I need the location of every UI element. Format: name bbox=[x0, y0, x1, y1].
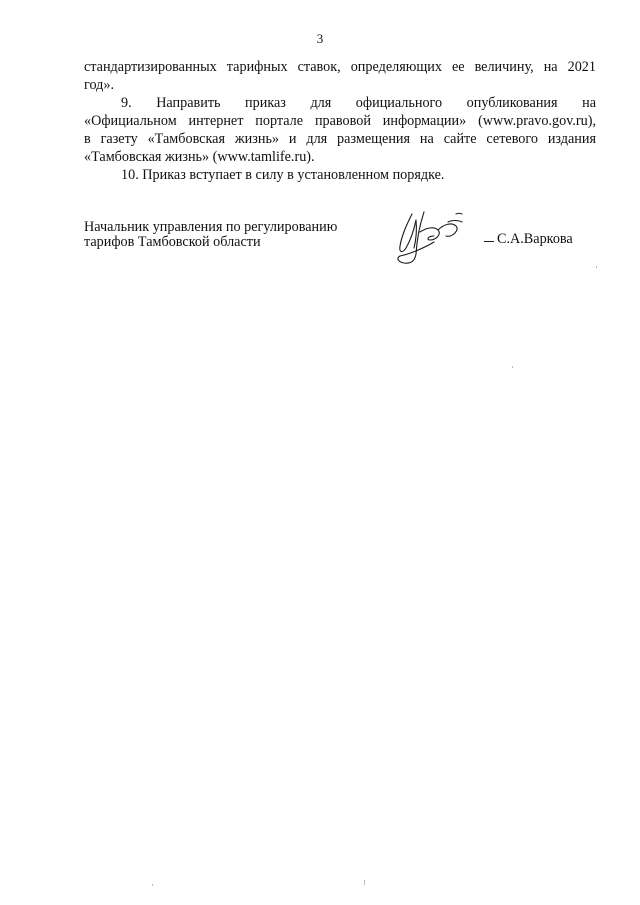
signature-block bbox=[84, 220, 596, 280]
paragraph-9-line-1: 9. Направить приказ для официального опубликования на bbox=[121, 95, 596, 111]
paragraph-continuation-line-1: стандартизированных тарифных ставок, определяющих ее величину, на 2021 bbox=[84, 59, 596, 75]
scan-speck bbox=[364, 880, 365, 885]
document-body bbox=[84, 58, 596, 184]
page-number: 3 bbox=[316, 31, 324, 46]
scan-speck bbox=[596, 266, 597, 268]
signature-line bbox=[484, 241, 494, 242]
signer-position-line-2: тарифов Тамбовской области bbox=[84, 234, 261, 250]
paragraph-9-line-3: в газету «Тамбовская жизнь» и для размещения на сайте сетевого издания bbox=[84, 131, 596, 147]
signer-name-text: С.А.Варкова bbox=[497, 231, 573, 247]
signer-position-line-1: Начальник управления по регулированию bbox=[84, 219, 338, 235]
paragraph-9-line-2: «Официальном интернет портале правовой информации» (www.pravo.gov.ru), bbox=[84, 113, 596, 129]
scan-speck bbox=[152, 884, 153, 886]
signer-name bbox=[484, 231, 573, 248]
paragraph-9-line-4: «Тамбовская жизнь» (www.tamlife.ru). bbox=[84, 149, 315, 165]
signer-position bbox=[84, 220, 337, 250]
scan-speck bbox=[512, 366, 513, 368]
handwritten-signature-icon bbox=[390, 208, 482, 266]
paragraph-10: 10. Приказ вступает в силу в установленном порядке. bbox=[121, 167, 445, 183]
paragraph-continuation-line-2: год». bbox=[84, 77, 115, 93]
